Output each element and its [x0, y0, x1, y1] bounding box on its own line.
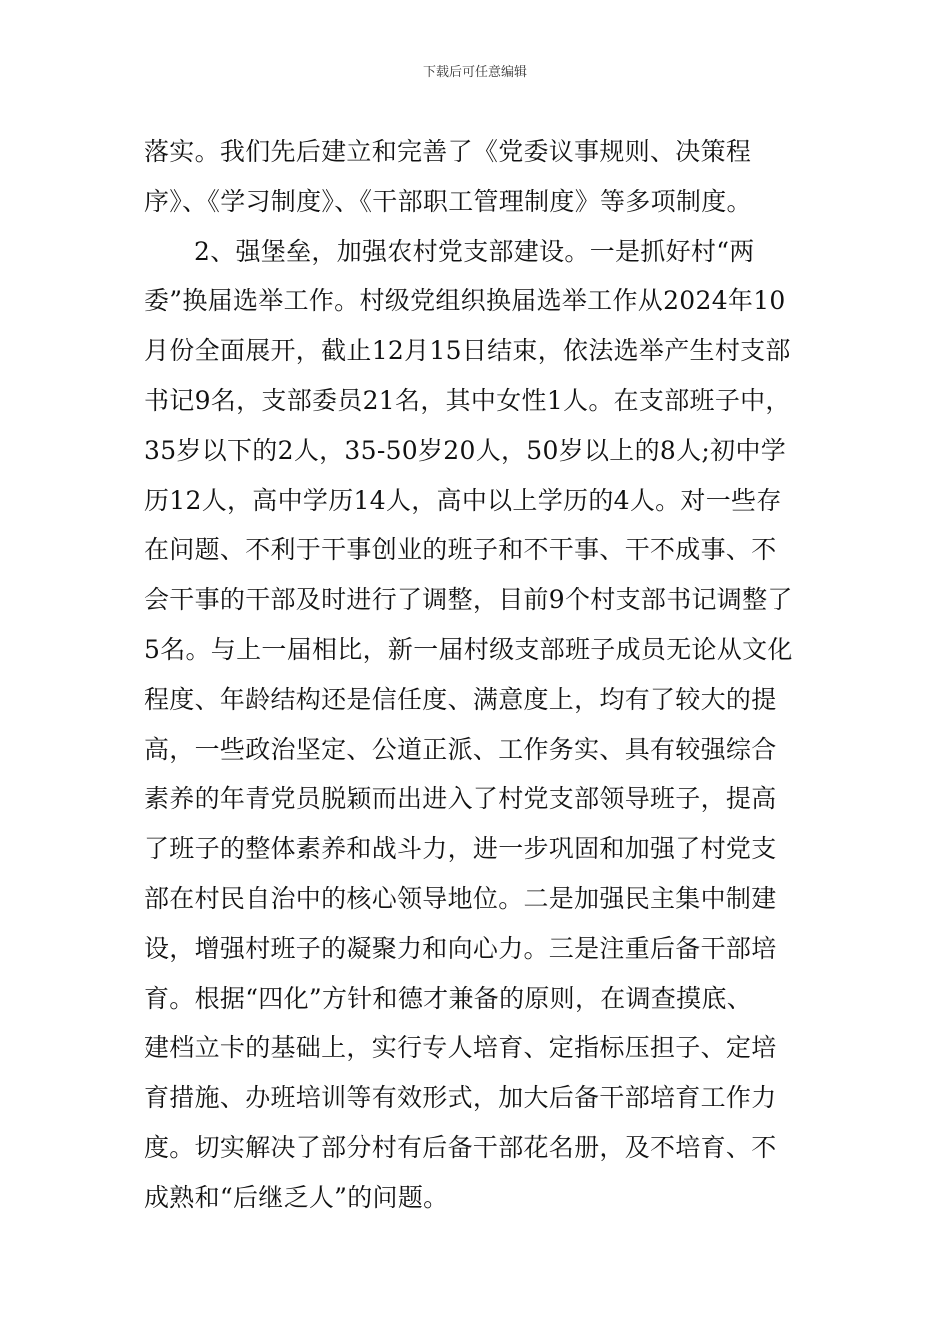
body-line: 程度、年龄结构还是信任度、满意度上，均有了较大的提: [144, 684, 777, 714]
body-line: 素养的年青党员脱颖而出进入了村党支部领导班子，提高: [144, 784, 777, 814]
body-line: 育措施、办班培训等有效形式，加大后备干部培育工作力: [144, 1083, 777, 1113]
body-line-paragraph-start: 2、强堡垒，加强农村党支部建设。一是抓好村“两: [194, 236, 755, 266]
body-line: 成熟和“后继乏人”的问题。: [144, 1182, 449, 1212]
body-line: 部在村民自治中的核心领导地位。二是加强民主集中制建: [144, 883, 777, 913]
body-line: 月份全面展开，截止12月15日结束，依法选举产生村支部: [144, 336, 791, 366]
body-line: 高，一些政治坚定、公道正派、工作务实、具有较强综合: [144, 734, 777, 764]
body-line: 会干事的干部及时进行了调整，目前9个村支部书记调整了: [144, 585, 793, 615]
document-body: [144, 127, 812, 1223]
body-line: 5名。与上一届相比，新一届村级支部班子成员无论从文化: [144, 634, 793, 664]
body-line: 委”换届选举工作。村级党组织换届选举工作从2024年10: [144, 286, 786, 316]
body-line: 历12人，高中学历14人，高中以上学历的4人。对一些存: [144, 485, 782, 515]
body-line: 育。根据“四化”方针和德才兼备的原则，在调查摸底、: [144, 983, 753, 1013]
page-header: 下载后可任意编辑: [422, 65, 527, 80]
body-line: 书记9名，支部委员21名，其中女性1人。在支部班子中，: [144, 385, 791, 415]
body-line: 度。切实解决了部分村有后备干部花名册，及不培育、不: [144, 1132, 777, 1162]
body-line: 序》、《学习制度》、《干部职工管理制度》等多项制度。: [144, 186, 752, 216]
body-line: 了班子的整体素养和战斗力，进一步巩固和加强了村党支: [144, 834, 777, 864]
body-line: 建档立卡的基础上，实行专人培育、定指标压担子、定培: [144, 1033, 777, 1063]
body-line: 落实。我们先后建立和完善了《党委议事规则、决策程: [144, 137, 752, 166]
body-line: 35岁以下的2人，35-50岁20人，50岁以上的8人;初中学: [144, 435, 787, 465]
body-line: 在问题、不利于干事创业的班子和不干事、干不成事、不: [144, 535, 777, 565]
body-line: 设，增强村班子的凝聚力和向心力。三是注重后备干部培: [144, 933, 777, 963]
